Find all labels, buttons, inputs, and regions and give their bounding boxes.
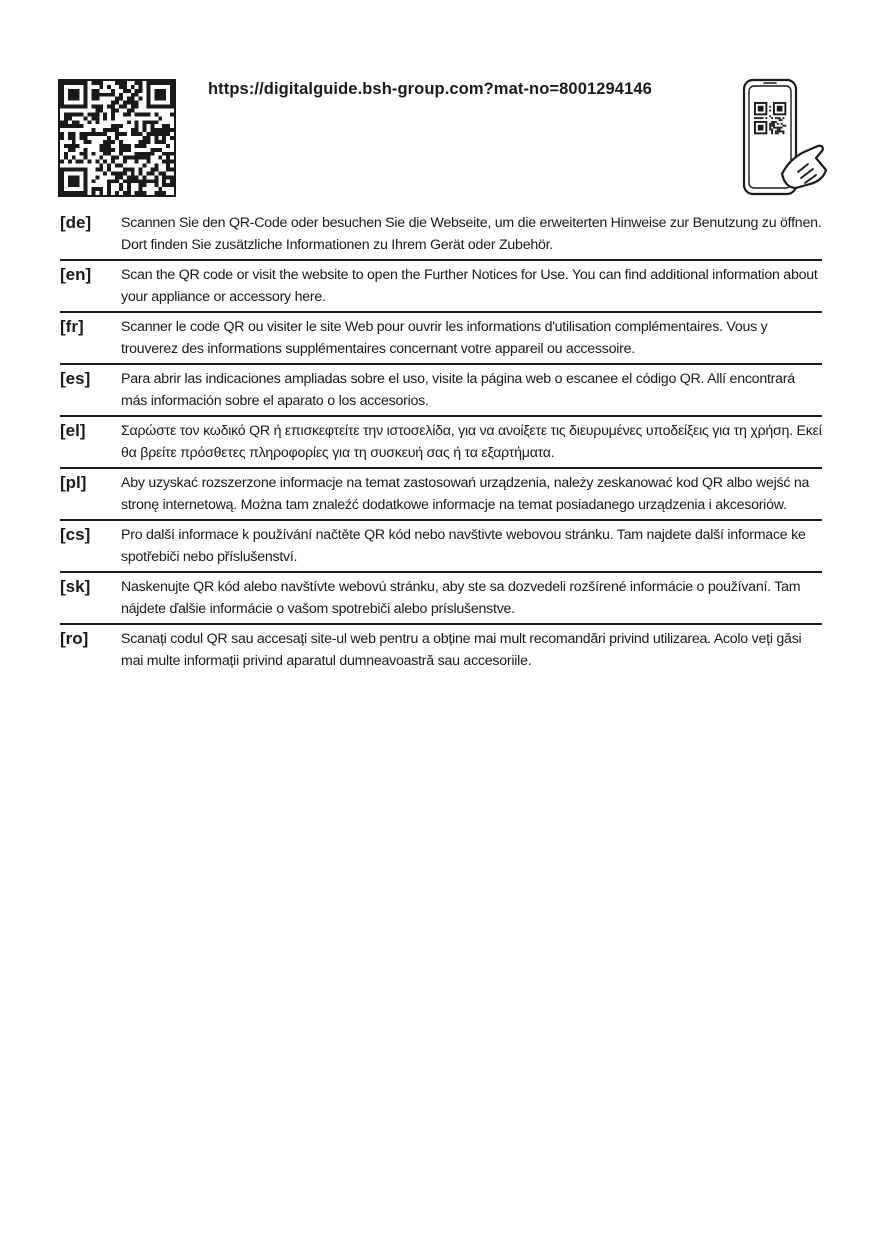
language-code: [el]	[60, 421, 86, 440]
notice-text: Σαρώστε τον κωδικό QR ή επισκεφτείτε την ιστοσελίδα, για να ανοίξετε τις διευρυμένες υποδείξεις για τη χρήση. Εκεί θα βρείτε πρόσθετες πληροφορίες για τη συσκευή σας ή τα εξαρτήματα.	[121, 423, 822, 461]
notice-row	[60, 363, 822, 415]
language-code: [ro]	[60, 629, 89, 648]
guide-url-link[interactable]: https://digitalguide.bsh-group.com?mat-no=8001294146	[208, 80, 652, 98]
qr-code-icon[interactable]	[58, 79, 176, 197]
notice-text: Para abrir las indicaciones ampliadas sobre el uso, visite la página web o escanee el código QR. Allí encontrará más información sobre el aparato o los accesorios.	[121, 371, 795, 409]
notice-text: Naskenujte QR kód alebo navštívte webovú stránku, aby ste sa dozvedeli rozšírené informácie o používaní. Tam nájdete ďalšie informácie o vašom spotrebiči alebo príslušenstve.	[121, 579, 801, 617]
notice-row	[60, 259, 822, 311]
language-code: [de]	[60, 213, 92, 232]
notice-row	[60, 467, 822, 519]
language-code: [sk]	[60, 577, 91, 596]
qr-code-graphic	[60, 81, 174, 195]
notice-text: Pro další informace k používání načtěte QR kód nebo navštivte webovou stránku. Tam najdete další informace ke spotřebiči nebo příslušenství.	[121, 527, 806, 565]
notice-text: Scanner le code QR ou visiter le site Web pour ouvrir les informations d'utilisation complémentaires. Vous y trouverez des informations supplémentaires concernant votre appareil ou accessoire.	[121, 319, 768, 357]
notice-row	[60, 519, 822, 571]
notice-text: Scan the QR code or visit the website to open the Further Notices for Use. You can find additional information about your appliance or accessory here.	[121, 267, 818, 305]
language-code: [fr]	[60, 317, 84, 336]
notice-row	[60, 415, 822, 467]
language-code: [cs]	[60, 525, 91, 544]
notice-row	[60, 623, 822, 675]
notices-table	[60, 211, 822, 675]
language-code: [en]	[60, 265, 92, 284]
notice-text: Aby uzyskać rozszerzone informacje na temat zastosowań urządzenia, należy zeskanować kod QR albo wejść na stronę internetową. Można tam znaleźć dodatkowe informacje na temat posiadanego urządzenia i akcesoriów.	[121, 475, 810, 513]
notice-row	[60, 571, 822, 623]
notice-row	[60, 211, 822, 259]
notice-text: Scannen Sie den QR-Code oder besuchen Sie die Webseite, um die erweiterten Hinweise zur Benutzung zu öffnen. Dort finden Sie zusätzliche Informationen zu Ihrem Gerät oder Zubehör.	[121, 215, 822, 253]
notice-row	[60, 311, 822, 363]
language-code: [es]	[60, 369, 91, 388]
language-code: [pl]	[60, 473, 87, 492]
phone-scan-icon	[738, 76, 828, 200]
notice-text: Scanați codul QR sau accesați site-ul web pentru a obține mai mult recomandări privind utilizarea. Acolo veți găsi mai multe informații privind aparatul dumneavoastră sau accesoriile.	[121, 631, 802, 669]
